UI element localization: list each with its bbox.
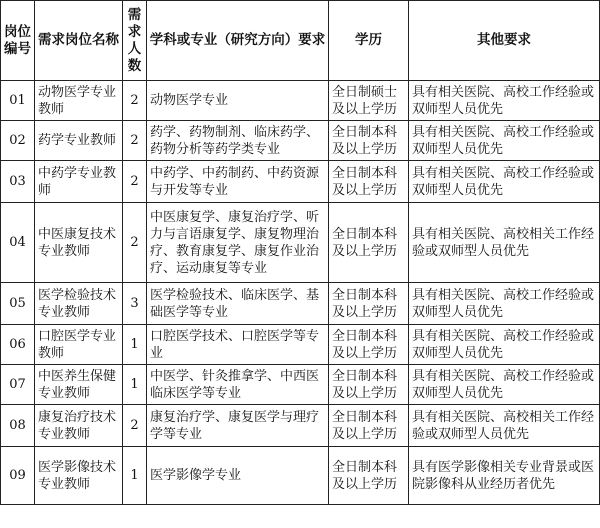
cell-count: 2 bbox=[123, 161, 147, 203]
header-name: 需求岗位名称 bbox=[35, 1, 123, 81]
table-row bbox=[1, 121, 600, 161]
cell-id: 07 bbox=[1, 365, 35, 405]
cell-id: 02 bbox=[1, 121, 35, 161]
cell-education: 全日制本科及以上学历 bbox=[329, 365, 409, 405]
cell-id: 09 bbox=[1, 447, 35, 505]
cell-major: 动物医学专业 bbox=[147, 81, 329, 121]
table-row bbox=[1, 405, 600, 447]
cell-education: 全日制本科及以上学历 bbox=[329, 405, 409, 447]
cell-major: 药学、药物制剂、临床药学、药物分析等药学类专业 bbox=[147, 121, 329, 161]
cell-education: 全日制本科及以上学历 bbox=[329, 325, 409, 365]
cell-id: 08 bbox=[1, 405, 35, 447]
cell-id: 03 bbox=[1, 161, 35, 203]
cell-count: 3 bbox=[123, 283, 147, 325]
cell-education: 全日制硕士及以上学历 bbox=[329, 81, 409, 121]
cell-major: 口腔医学技术、口腔医学等专业 bbox=[147, 325, 329, 365]
cell-education: 全日制本科及以上学历 bbox=[329, 121, 409, 161]
table-row bbox=[1, 283, 600, 325]
cell-count: 1 bbox=[123, 365, 147, 405]
cell-education: 全日制本科及以上学历 bbox=[329, 283, 409, 325]
cell-major: 医学影像学专业 bbox=[147, 447, 329, 505]
cell-count: 2 bbox=[123, 405, 147, 447]
table-row bbox=[1, 447, 600, 505]
header-education: 学历 bbox=[329, 1, 409, 81]
cell-education: 全日制本科及以上学历 bbox=[329, 447, 409, 505]
header-count: 需求人数 bbox=[123, 1, 147, 81]
cell-id: 05 bbox=[1, 283, 35, 325]
cell-name: 中药学专业教师 bbox=[35, 161, 123, 203]
cell-other: 具有相关医院、高校工作经验或双师型人员优先 bbox=[409, 121, 600, 161]
table-row bbox=[1, 161, 600, 203]
cell-name: 医学检验技术专业教师 bbox=[35, 283, 123, 325]
cell-id: 04 bbox=[1, 203, 35, 283]
cell-count: 2 bbox=[123, 81, 147, 121]
cell-count: 2 bbox=[123, 203, 147, 283]
table-row bbox=[1, 325, 600, 365]
cell-name: 中医康复技术专业教师 bbox=[35, 203, 123, 283]
cell-name: 中医养生保健专业教师 bbox=[35, 365, 123, 405]
cell-major: 医学检验技术、临床医学、基础医学等专业 bbox=[147, 283, 329, 325]
cell-major: 中药学、中药制药、中药资源与开发等专业 bbox=[147, 161, 329, 203]
cell-other: 具有相关医院、高校工作经验或双师型人员优先 bbox=[409, 325, 600, 365]
cell-name: 动物医学专业教师 bbox=[35, 81, 123, 121]
cell-name: 康复治疗技术专业教师 bbox=[35, 405, 123, 447]
cell-count: 1 bbox=[123, 325, 147, 365]
cell-other: 具有相关医院、高校工作经验或双师型人员优先 bbox=[409, 81, 600, 121]
header-major: 学科或专业（研究方向）要求 bbox=[147, 1, 329, 81]
cell-major: 中医康复学、康复治疗学、听力与言语康复学、康复物理治疗、教育康复学、康复作业治疗、运动康复等专业 bbox=[147, 203, 329, 283]
cell-id: 06 bbox=[1, 325, 35, 365]
cell-other: 具有相关医院、高校工作经验或双师型人员优先 bbox=[409, 365, 600, 405]
cell-other: 具有相关医院、高校工作经验或双师型人员优先 bbox=[409, 283, 600, 325]
table-row bbox=[1, 365, 600, 405]
cell-count: 1 bbox=[123, 447, 147, 505]
table-row bbox=[1, 203, 600, 283]
cell-count: 2 bbox=[123, 121, 147, 161]
cell-education: 全日制本科及以上学历 bbox=[329, 203, 409, 283]
cell-major: 康复治疗学、康复医学与理疗学等专业 bbox=[147, 405, 329, 447]
header-id: 岗位编号 bbox=[1, 1, 35, 81]
cell-name: 药学专业教师 bbox=[35, 121, 123, 161]
cell-other: 具有相关医院、高校相关工作经验或双师型人员优先 bbox=[409, 203, 600, 283]
cell-name: 医学影像技术专业教师 bbox=[35, 447, 123, 505]
cell-other: 具有相关医院、高校相关工作经验或双师型人员优先 bbox=[409, 405, 600, 447]
cell-major: 中医学、针灸推拿学、中西医临床医学等专业 bbox=[147, 365, 329, 405]
header-other: 其他要求 bbox=[409, 1, 600, 81]
cell-id: 01 bbox=[1, 81, 35, 121]
cell-education: 全日制本科及以上学历 bbox=[329, 161, 409, 203]
cell-other: 具有医学影像相关专业背景或医院影像科从业经历者优先 bbox=[409, 447, 600, 505]
cell-name: 口腔医学专业教师 bbox=[35, 325, 123, 365]
cell-other: 具有相关医院、高校工作经验或双师型人员优先 bbox=[409, 161, 600, 203]
header-row bbox=[1, 1, 600, 81]
table-row bbox=[1, 81, 600, 121]
